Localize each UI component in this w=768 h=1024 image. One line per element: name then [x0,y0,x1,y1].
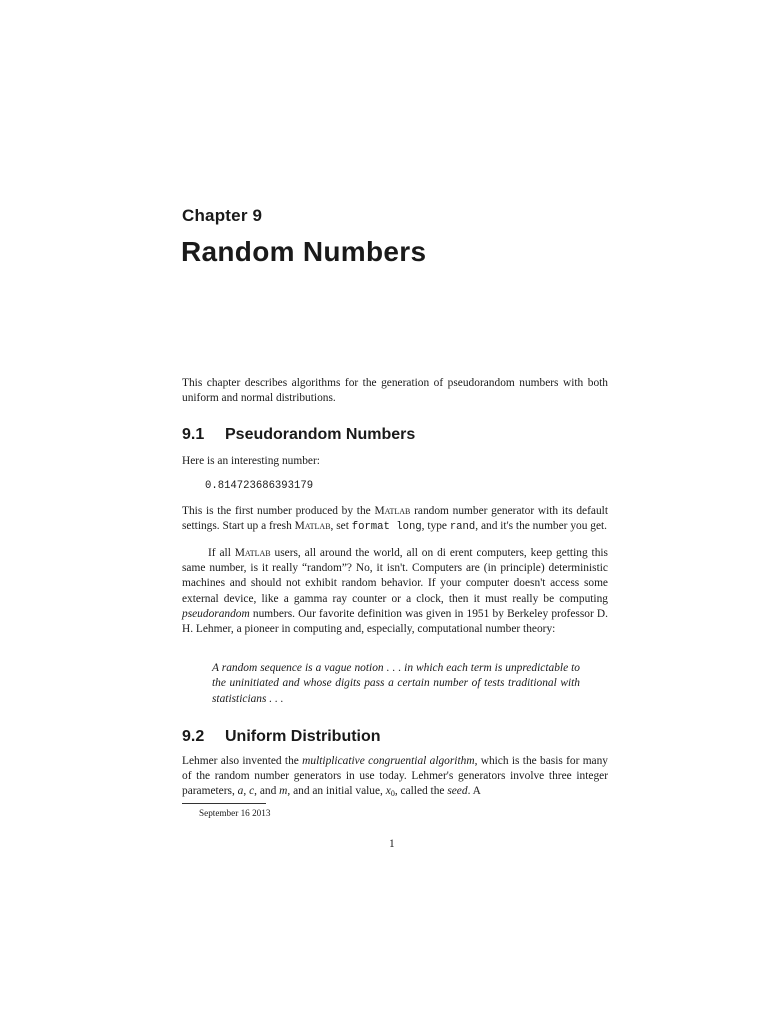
text-run: , [243,785,250,798]
section-1-lead: Here is an interesting number: [182,455,320,467]
subscript: 0 [390,789,395,799]
text-run: . A [467,785,481,798]
section-heading-9-2 [182,728,381,746]
section-number: 9.2 [182,728,205,745]
section-1-paragraph-1 [182,504,608,535]
section-heading-9-1 [182,426,415,444]
text-run: , type [421,520,450,533]
matlab-name: Matlab [234,547,271,559]
example-number: 0.814723686393179 [205,480,314,492]
text-run: This is the first number produced by the [182,505,375,517]
math-variable: m [279,785,288,798]
text-run: numbers. Our favorite definition was given in 1951 by Berkeley professor D. H. Lehmer, a pioneer in computing and, especially, computational number theory: [182,607,608,636]
matlab-name: Matlab [374,505,411,517]
lehmer-quote: A random sequence is a vague notion . . . in which each term is unpredictable to the uninitiated and whose digits pass a certain number of tests traditional with statisticians . . . [212,662,580,705]
emphasis: multiplicative congruential algorithm [302,755,475,767]
section-title: Uniform Distribution [225,728,381,745]
text-run: random number generator with its default settings. Start up a fresh [182,505,608,533]
section-number: 9.1 [182,426,205,443]
text-run: , and [254,785,280,798]
emphasis: seed [447,785,468,798]
text-run: , which is the basis for many of the random number generators in use today. Lehmer's generators involve three integer parameters, [182,755,608,798]
math-variable: a [237,785,244,798]
intro-paragraph: This chapter describes algorithms for the generation of pseudorandom numbers with both uniform and normal distributions. [182,377,608,405]
section-title: Pseudorandom Numbers [225,426,416,443]
text-run: , and an initial value, [287,785,386,798]
math-variable: c [249,785,255,798]
text-run: If all [208,547,235,559]
text-run: , called the [394,785,448,798]
section-1-paragraph-2 [182,546,608,637]
chapter-title: Random Numbers [181,236,427,267]
page-number: 1 [389,838,395,850]
text-run: Lehmer also invented the [182,755,303,767]
footnote: September 16 2013 [199,808,271,818]
footnote-rule [182,803,266,804]
text-run: , and it's the number you get. [475,520,608,533]
emphasis: pseudorandom [182,607,250,620]
matlab-name: Matlab [294,520,331,533]
section-2-paragraph-1 [182,754,608,800]
chapter-label: Chapter 9 [182,206,263,225]
inline-code: rand [449,521,476,534]
inline-code: format long [351,521,422,534]
math-variable: x [385,785,391,798]
text-run: users, all around the world, all on di erent computers, keep getting this same number, is it really “random”? No, it isn't. Computers are (in principle) deterministic machines and should not exhibit random behavior. If your computer doesn't access some external device, like a gamma ray counter or a clock, then it must really be computing [182,547,608,605]
text-run: , set [330,520,352,533]
